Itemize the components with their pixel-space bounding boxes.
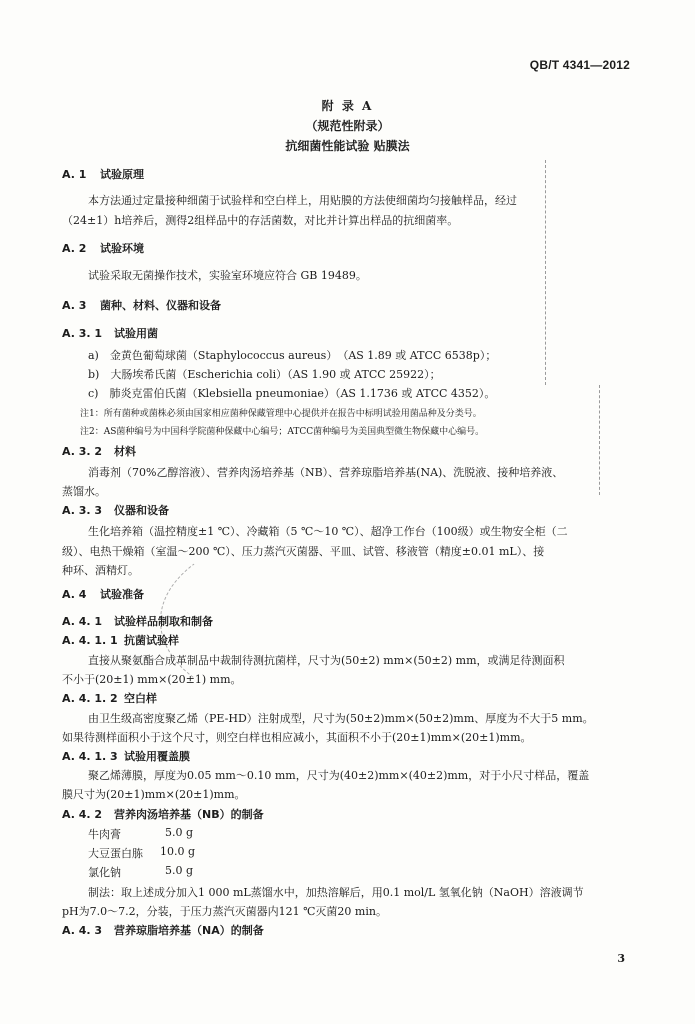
section-heading-a42 — [62, 806, 264, 822]
paragraph-line: 聚乙烯薄膜，厚度为0.05 mm～0.10 mm，尺寸为(40±2)mm×(40±2)mm，对于小尺寸样品，覆盖 — [88, 769, 590, 782]
section-label: 材料 — [114, 445, 136, 458]
standard-code: QB/T 4341—2012 — [529, 58, 630, 72]
paragraph-line: 膜尺寸为(20±1)mm×(20±1)mm。 — [62, 788, 246, 801]
paragraph-line: 制法：取上述成分加入1 000 mL蒸馏水中，加热溶解后，用0.1 mol/L 氢氧化钠（NaOH）溶液调节 — [88, 886, 584, 899]
recipe-amount: 5.0 g — [165, 826, 194, 839]
section-label: 仪器和设备 — [114, 504, 169, 517]
paragraph-line: 直接从聚氨酯合成革制品中裁制待测抗菌样，尺寸为(50±2) mm×(50±2) mm，或满足待测面积 — [88, 654, 565, 667]
list-item: c) 肺炎克雷伯氏菌（Klebsiella pneumoniae）（AS 1.1736 或 ATCC 4352）。 — [88, 387, 496, 400]
section-label: 营养肉汤培养基（NB）的制备 — [114, 808, 264, 821]
paragraph-line: （24±1）h培养后，测得2组样品中的存活菌数，对比并计算出样品的抗细菌率。 — [62, 214, 459, 227]
paragraph-line: 由卫生级高密度聚乙烯（PE-HD）注射成型，尺寸为(50±2)mm×(50±2)mm、厚度为不大于5 mm。 — [88, 712, 594, 725]
note-line: 注2：AS菌种编号为中国科学院菌种保藏中心编号；ATCC菌种编号为美国典型微生物保藏中心编号。 — [80, 427, 485, 437]
recipe-amount: 5.0 g — [165, 864, 194, 877]
list-item: a) 金黄色葡萄球菌（Staphylococcus aureus） （AS 1.89 或 ATCC 6538p）； — [88, 349, 497, 362]
section-heading-a41 — [62, 613, 213, 629]
section-heading-a412 — [62, 690, 157, 706]
section-heading-a3 — [62, 297, 221, 313]
appendix-title: 附 录 A — [321, 99, 374, 113]
section-label: 试验样品制取和制备 — [114, 615, 213, 628]
paragraph-line: 蒸馏水。 — [62, 485, 106, 498]
scan-artifact-line — [599, 385, 600, 495]
section-number: A. 4. 1. 3 — [62, 750, 118, 763]
section-label: 试验用覆盖膜 — [124, 750, 190, 763]
section-number: A. 3. 3 — [62, 504, 103, 517]
section-heading-a4 — [62, 586, 144, 602]
section-number: A. 4. 3 — [62, 924, 103, 937]
paragraph-line: 级）、电热干燥箱（室温～200 ℃）、压力蒸汽灭菌器、平皿、试管、移液管（精度±0.01 mL）、接 — [62, 545, 545, 558]
section-label: 试验原理 — [100, 168, 144, 181]
section-number: A. 4. 1 — [62, 615, 103, 628]
paragraph-line: pH为7.0～7.2，分装，于压力蒸汽灭菌器内121 ℃灭菌20 min。 — [62, 905, 387, 918]
section-label: 营养琼脂培养基（NA）的制备 — [114, 924, 264, 937]
paragraph-line: 如果待测样面积小于这个尺寸，则空白样也相应减小，其面积不小于(20±1)mm×(20±1)mm。 — [62, 731, 532, 744]
recipe-amount: 10.0 g — [160, 845, 196, 858]
paragraph-line: 试验采取无菌操作技术，实验室环境应符合 GB 19489。 — [88, 269, 367, 282]
section-heading-a1 — [62, 166, 144, 182]
section-number: A. 4 — [62, 588, 87, 601]
list-item: b) 大肠埃希氏菌（Escherichia coli）（AS 1.90 或 ATCC 25922）； — [88, 368, 441, 381]
appendix-type: （规范性附录） — [305, 119, 390, 133]
paragraph-line: 不小于(20±1) mm×(20±1) mm。 — [62, 673, 242, 686]
section-label: 菌种、材料、仪器和设备 — [100, 299, 221, 312]
section-label: 试验用菌 — [114, 327, 158, 340]
section-number: A. 3. 2 — [62, 445, 103, 458]
section-number: A. 3 — [62, 299, 87, 312]
section-heading-a411 — [62, 632, 179, 648]
section-heading-a413 — [62, 748, 190, 764]
section-label: 试验环境 — [100, 242, 144, 255]
paragraph-line: 种环、酒精灯。 — [62, 564, 139, 577]
recipe-ingredient: 牛肉膏 — [88, 828, 121, 841]
section-heading-a32 — [62, 443, 136, 459]
section-label: 试验准备 — [100, 588, 144, 601]
section-number: A. 4. 1. 2 — [62, 692, 118, 705]
section-number: A. 2 — [62, 242, 87, 255]
page-number: 3 — [617, 952, 625, 965]
section-label: 空白样 — [124, 692, 157, 705]
section-heading-a31 — [62, 325, 158, 341]
section-number: A. 3. 1 — [62, 327, 103, 340]
paragraph-line: 生化培养箱（温控精度±1 ℃）、冷藏箱（5 ℃～10 ℃）、超净工作台（100级）或生物安全柜（二 — [88, 525, 568, 538]
section-heading-a33 — [62, 502, 169, 518]
paragraph-line: 消毒剂（70%乙醇溶液）、营养肉汤培养基（NB）、营养琼脂培养基(NA)、洗脱液、接种培养液、 — [88, 466, 564, 479]
section-label: 抗菌试验样 — [124, 634, 179, 647]
section-heading-a2 — [62, 240, 144, 256]
recipe-ingredient: 氯化钠 — [88, 866, 121, 879]
scan-artifact-line — [545, 160, 546, 385]
section-number: A. 1 — [62, 168, 87, 181]
recipe-ingredient: 大豆蛋白胨 — [88, 847, 143, 860]
section-number: A. 4. 1. 1 — [62, 634, 118, 647]
appendix-subject: 抗细菌性能试验 贴膜法 — [285, 139, 410, 153]
section-number: A. 4. 2 — [62, 808, 103, 821]
note-line: 注1：所有菌种或菌株必须由国家相应菌种保藏管理中心提供并在报告中标明试验用菌品种及分类号。 — [80, 409, 482, 419]
section-heading-a43 — [62, 922, 264, 938]
paragraph-line: 本方法通过定量接种细菌于试验样和空白样上，用贴膜的方法使细菌均匀接触样品，经过 — [88, 194, 517, 207]
